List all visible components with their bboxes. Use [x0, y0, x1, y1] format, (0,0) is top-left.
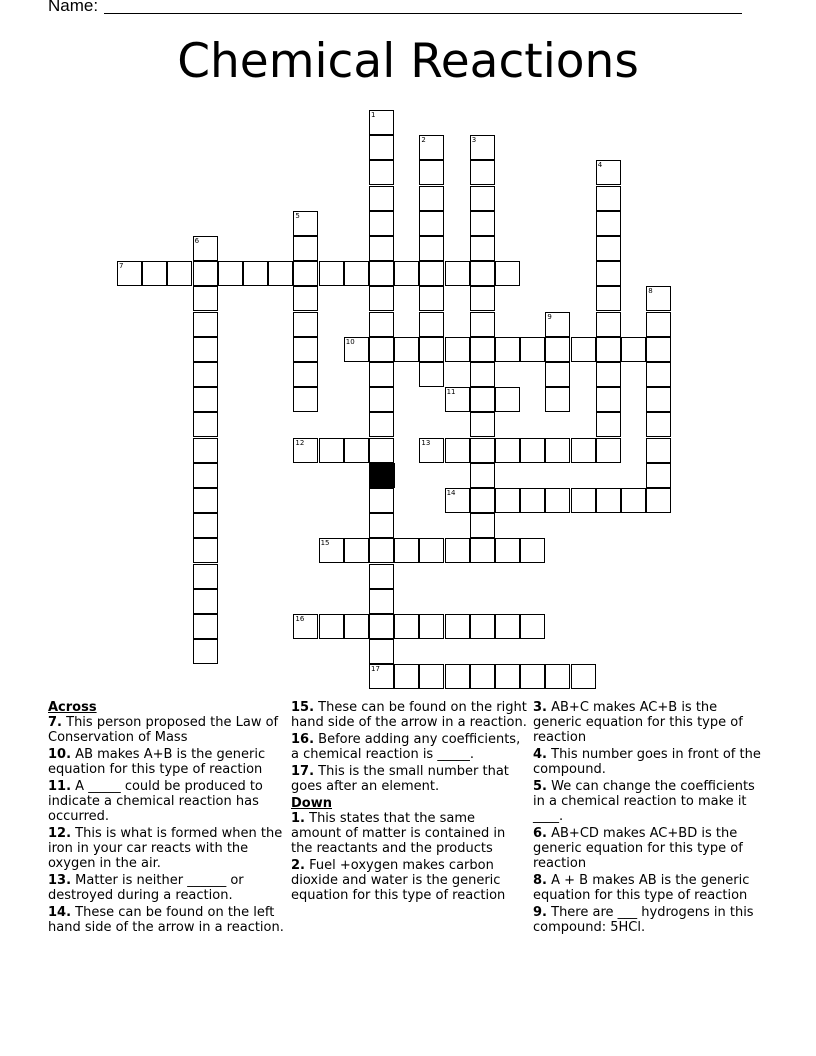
- grid-cell[interactable]: [520, 337, 545, 362]
- grid-cell[interactable]: [596, 312, 621, 337]
- grid-cell[interactable]: [545, 488, 570, 513]
- clue-across-11: 11. A _____ could be produced to indicate a chemical reaction has occurred.: [48, 779, 263, 824]
- grid-cell[interactable]: [369, 412, 394, 437]
- grid-cell[interactable]: [470, 387, 495, 412]
- clue-down-1: 1. This states that the same amount of matter is contained in the reactants and the products: [291, 811, 506, 856]
- clue-number: 17: [371, 665, 380, 674]
- grid-cell[interactable]: [419, 261, 444, 286]
- grid-cell[interactable]: [193, 337, 218, 362]
- grid-cell[interactable]: [470, 538, 495, 563]
- clue-down-8: 8. A + B makes AB is the generic equation for this type of reaction: [533, 873, 750, 903]
- grid-cell[interactable]: [167, 261, 192, 286]
- grid-cell[interactable]: [470, 337, 495, 362]
- clue-number: 10: [345, 337, 355, 346]
- grid-cell[interactable]: [646, 312, 671, 337]
- grid-cell[interactable]: [293, 312, 318, 337]
- grid-cell[interactable]: [369, 286, 394, 311]
- grid-cell[interactable]: [646, 387, 671, 412]
- clues-column-2: [291, 700, 527, 905]
- grid-cell[interactable]: [243, 261, 268, 286]
- grid-cell[interactable]: [445, 438, 470, 463]
- grid-cell[interactable]: [369, 236, 394, 261]
- grid-cell[interactable]: [369, 135, 394, 160]
- clue-across-10: 10. AB makes A+B is the generic equation for this type of reaction: [48, 747, 266, 777]
- clue-number: 4: [597, 161, 603, 170]
- grid-cell[interactable]: [495, 261, 520, 286]
- grid-cell[interactable]: [369, 438, 394, 463]
- grid-cell[interactable]: [596, 211, 621, 236]
- clue-number: 12: [295, 438, 305, 447]
- grid-cell[interactable]: [193, 463, 218, 488]
- grid-cell[interactable]: [445, 664, 470, 689]
- clue-down-2: 2. Fuel +oxygen makes carbon dioxide and water is the generic equation for this type of reaction: [291, 858, 506, 903]
- grid-cell[interactable]: [520, 488, 545, 513]
- clue-down-3: 3. AB+C makes AC+B is the generic equation for this type of reaction: [533, 700, 743, 745]
- clue-across-7: 7. This person proposed the Law of Conservation of Mass: [48, 715, 279, 745]
- clue-across-13: 13. Matter is neither ______ or destroyed during a reaction.: [48, 873, 244, 903]
- grid-cell[interactable]: [218, 261, 243, 286]
- grid-cell[interactable]: [268, 261, 293, 286]
- grid-cell[interactable]: [419, 160, 444, 185]
- grid-cell[interactable]: [369, 337, 394, 362]
- grid-cell[interactable]: [470, 614, 495, 639]
- grid-cell[interactable]: [470, 362, 495, 387]
- clue-number: 13: [421, 438, 431, 447]
- grid-cell[interactable]: [646, 362, 671, 387]
- grid-cell[interactable]: [193, 261, 218, 286]
- grid-cell[interactable]: [470, 312, 495, 337]
- grid-cell[interactable]: [470, 236, 495, 261]
- grid-cell[interactable]: [293, 337, 318, 362]
- grid-cell[interactable]: [369, 664, 394, 689]
- grid-cell[interactable]: [344, 438, 369, 463]
- grid-cell[interactable]: [193, 513, 218, 538]
- clue-number: 6: [194, 237, 200, 245]
- grid-cell[interactable]: [293, 286, 318, 311]
- grid-cell[interactable]: [193, 362, 218, 387]
- grid-cell[interactable]: [470, 664, 495, 689]
- grid-cell[interactable]: [520, 614, 545, 639]
- clue-number: 5: [295, 211, 300, 220]
- grid-cell[interactable]: [495, 337, 520, 362]
- grid-cell[interactable]: [193, 639, 218, 664]
- clue-number: 7: [119, 262, 124, 271]
- grid-cell[interactable]: [596, 337, 621, 362]
- grid-cell[interactable]: [369, 614, 394, 639]
- grid-cell[interactable]: [394, 538, 419, 563]
- grid-cell[interactable]: [193, 387, 218, 412]
- grid-cell[interactable]: [193, 438, 218, 463]
- clue-number: 8: [648, 287, 653, 296]
- grid-cell[interactable]: [470, 488, 495, 513]
- grid-cell[interactable]: [596, 412, 621, 437]
- grid-cell[interactable]: [394, 614, 419, 639]
- clue-across-14: 14. These can be found on the left hand side of the arrow in a reaction.: [48, 905, 284, 935]
- grid-cell[interactable]: [344, 614, 369, 639]
- down-heading: Down: [291, 796, 332, 811]
- grid-cell[interactable]: [571, 337, 596, 362]
- clue-number: 2: [421, 136, 426, 145]
- grid-cell[interactable]: [193, 564, 218, 589]
- grid-cell[interactable]: [445, 387, 470, 412]
- grid-cell[interactable]: [419, 538, 444, 563]
- grid-cell[interactable]: [545, 337, 570, 362]
- grid-cell[interactable]: [193, 589, 218, 614]
- clue-down-6: 6. AB+CD makes AC+BD is the generic equation for this type of reaction: [533, 826, 743, 871]
- grid-cell[interactable]: [470, 438, 495, 463]
- name-label: Name:: [48, 0, 99, 15]
- grid-cell[interactable]: [369, 186, 394, 211]
- grid-cell[interactable]: [596, 236, 621, 261]
- grid-cell[interactable]: [470, 513, 495, 538]
- grid-cell[interactable]: [571, 438, 596, 463]
- grid-cell[interactable]: [369, 639, 394, 664]
- grid-cell[interactable]: [369, 362, 394, 387]
- grid-cell[interactable]: [117, 261, 142, 286]
- grid-cell[interactable]: [193, 236, 218, 261]
- grid-cell[interactable]: [419, 286, 444, 311]
- grid-cell[interactable]: [470, 261, 495, 286]
- grid-cell[interactable]: [520, 664, 545, 689]
- clue-down-4: 4. This number goes in front of the compound.: [533, 747, 761, 777]
- grid-cell[interactable]: [445, 261, 470, 286]
- grid-cell[interactable]: [369, 513, 394, 538]
- grid-cell[interactable]: [520, 538, 545, 563]
- grid-cell[interactable]: [369, 261, 394, 286]
- clue-across-17: 17. This is the small number that goes after an element.: [291, 764, 509, 794]
- grid-cell[interactable]: [419, 312, 444, 337]
- grid-cell[interactable]: [193, 538, 218, 563]
- grid-cell[interactable]: [344, 261, 369, 286]
- grid-cell[interactable]: [293, 362, 318, 387]
- clue-across-15: 15. These can be found on the right hand side of the arrow in a reaction.: [291, 700, 527, 730]
- grid-cell[interactable]: [596, 488, 621, 513]
- grid-cell[interactable]: [142, 261, 167, 286]
- clue-number: 9: [547, 312, 552, 321]
- grid-cell[interactable]: [596, 261, 621, 286]
- grid-cell[interactable]: [520, 438, 545, 463]
- grid-cell[interactable]: [545, 387, 570, 412]
- grid-cell[interactable]: [545, 664, 570, 689]
- grid-cell[interactable]: [369, 160, 394, 185]
- grid-cell[interactable]: [495, 387, 520, 412]
- grid-cell[interactable]: [369, 110, 394, 135]
- grid-cell[interactable]: [470, 211, 495, 236]
- grid-cell[interactable]: [621, 488, 646, 513]
- grid-cell[interactable]: [545, 312, 570, 337]
- grid-cell[interactable]: [293, 614, 318, 639]
- grid-cell[interactable]: [369, 211, 394, 236]
- grid-cell[interactable]: [344, 337, 369, 362]
- clues-column-1: [48, 700, 284, 937]
- grid-cell[interactable]: [445, 337, 470, 362]
- grid-cell[interactable]: [319, 614, 344, 639]
- grid-cell[interactable]: [369, 387, 394, 412]
- grid-cell[interactable]: [369, 564, 394, 589]
- grid-cell[interactable]: [193, 488, 218, 513]
- grid-cell[interactable]: [596, 438, 621, 463]
- grid-cell[interactable]: [470, 463, 495, 488]
- clue-number: 11: [446, 388, 456, 397]
- grid-cell[interactable]: [495, 664, 520, 689]
- clue-number: 15: [320, 539, 330, 548]
- grid-cell[interactable]: [445, 614, 470, 639]
- grid-cell[interactable]: [646, 337, 671, 362]
- grid-cell[interactable]: [344, 538, 369, 563]
- grid-cell[interactable]: [369, 589, 394, 614]
- grid-cell[interactable]: [394, 664, 419, 689]
- grid-cell[interactable]: [319, 438, 344, 463]
- grid-cell[interactable]: [596, 286, 621, 311]
- grid-cell[interactable]: [445, 538, 470, 563]
- grid-cell[interactable]: [419, 614, 444, 639]
- grid-cell[interactable]: [293, 438, 318, 463]
- grid-cell[interactable]: [495, 614, 520, 639]
- grid-cell[interactable]: [545, 362, 570, 387]
- grid-cell[interactable]: [596, 160, 621, 185]
- grid-cell[interactable]: [646, 463, 671, 488]
- grid-cell[interactable]: [319, 538, 344, 563]
- grid-cell[interactable]: [621, 337, 646, 362]
- grid-cell[interactable]: [419, 135, 444, 160]
- grid-cell[interactable]: [646, 412, 671, 437]
- grid-cell[interactable]: [646, 438, 671, 463]
- grid-cell[interactable]: [470, 135, 495, 160]
- grid-cell[interactable]: [470, 412, 495, 437]
- grid-cell[interactable]: [293, 261, 318, 286]
- grid-cell[interactable]: [193, 412, 218, 437]
- grid-cell[interactable]: [369, 312, 394, 337]
- grid-cell[interactable]: [419, 362, 444, 387]
- grid-cell[interactable]: [394, 337, 419, 362]
- grid-cell[interactable]: [419, 186, 444, 211]
- grid-cell[interactable]: [495, 438, 520, 463]
- grid-cell[interactable]: [293, 211, 318, 236]
- grid-cell[interactable]: [495, 488, 520, 513]
- grid-cell[interactable]: [495, 538, 520, 563]
- grid-cell[interactable]: [596, 387, 621, 412]
- clue-down-5: 5. We can change the coefficients in a chemical reaction to make it ____.: [533, 779, 755, 824]
- black-square: [370, 463, 395, 488]
- grid-cell[interactable]: [419, 211, 444, 236]
- grid-cell[interactable]: [470, 160, 495, 185]
- grid-cell[interactable]: [596, 186, 621, 211]
- grid-cell[interactable]: [369, 538, 394, 563]
- grid-cell[interactable]: [193, 312, 218, 337]
- grid-cell[interactable]: [470, 186, 495, 211]
- clue-across-16: 16. Before adding any coefficients, a chemical reaction is _____.: [291, 732, 521, 762]
- grid-cell[interactable]: [646, 286, 671, 311]
- grid-cell[interactable]: [394, 261, 419, 286]
- grid-cell[interactable]: [293, 387, 318, 412]
- grid-cell[interactable]: [470, 286, 495, 311]
- grid-cell[interactable]: [419, 438, 444, 463]
- clue-number: 14: [446, 489, 456, 497]
- clue-number: 1: [371, 111, 376, 119]
- grid-cell[interactable]: [445, 488, 470, 513]
- grid-cell[interactable]: [419, 337, 444, 362]
- grid-cell[interactable]: [293, 236, 318, 261]
- grid-cell[interactable]: [419, 236, 444, 261]
- grid-cell[interactable]: [545, 438, 570, 463]
- clue-down-9: 9. There are ___ hydrogens in this compound: 5HCl.: [533, 905, 754, 935]
- grid-cell[interactable]: [571, 664, 596, 689]
- grid-cell[interactable]: [646, 488, 671, 513]
- grid-cell[interactable]: [419, 664, 444, 689]
- clues-column-3: [533, 700, 769, 937]
- page-title: Chemical Reactions: [177, 34, 639, 89]
- grid-cell[interactable]: [193, 286, 218, 311]
- clue-number: 3: [471, 136, 477, 145]
- grid-cell[interactable]: [193, 614, 218, 639]
- grid-cell[interactable]: [571, 488, 596, 513]
- grid-cell[interactable]: [369, 488, 394, 513]
- grid-cell[interactable]: [596, 362, 621, 387]
- grid-cell[interactable]: [319, 261, 344, 286]
- clue-across-12: 12. This is what is formed when the iron in your car reacts with the oxygen in the air.: [48, 826, 283, 871]
- across-heading: Across: [48, 700, 97, 715]
- clue-number: 16: [295, 615, 305, 623]
